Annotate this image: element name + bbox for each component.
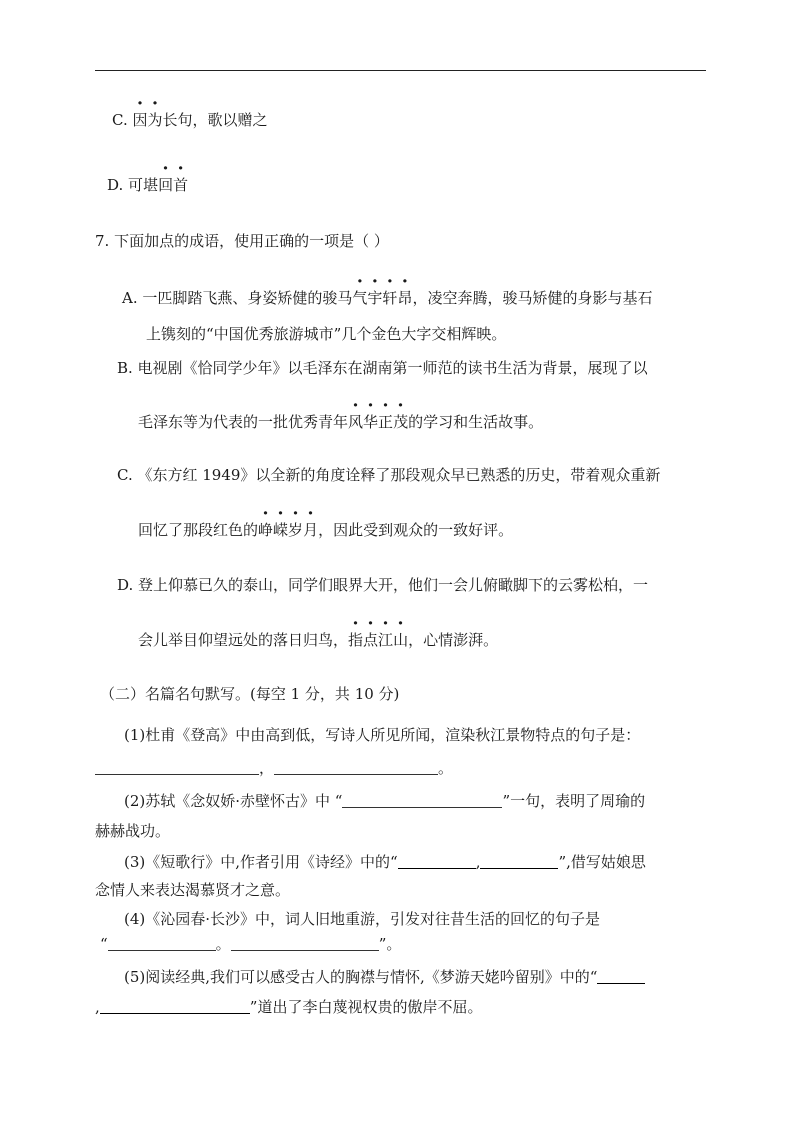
q7-stem: 7. 下面加点的成语，使用正确的一项是（ ） [95, 232, 389, 250]
emphasis-char: 月 [303, 521, 319, 539]
item5-line2: , ”道出了李白蔑视权贵的傲岸不屈。 [95, 998, 483, 1016]
emphasis-char: 峥 [258, 521, 274, 539]
emphasis-char: 气 [352, 289, 368, 307]
item1-line2: ， 。 [95, 758, 453, 778]
emphasis-char: 嵘 [273, 521, 289, 539]
emphasis-char: 首 [173, 176, 189, 194]
emphasis-char: 山 [393, 631, 409, 649]
q6-option-d: D. 可堪回首 [107, 176, 189, 194]
item1-line1: (1)杜甫《登高》中由高到低，写诗人所见所闻，渲染秋江景物特点的句子是： [124, 726, 641, 744]
item4-line1: (4)《沁园春·长沙》中，词人旧地重游，引发对往昔生活的回忆的句子是 [124, 910, 601, 928]
answer-blank[interactable] [480, 854, 558, 869]
q7-option-d-line2: 会儿举目仰望远处的落日归鸟，指点江山，心情澎湃。 [138, 631, 499, 649]
q7-option-b-line1: B. 电视剧《恰同学少年》以毛泽东在湖南第一师范的读书生活为背景，展现了以 [117, 359, 648, 377]
answer-blank[interactable] [100, 999, 250, 1014]
emphasis-char: 正 [378, 413, 394, 431]
answer-blank[interactable] [108, 936, 216, 951]
q7-option-a-line2: 上镌刻的“中国优秀旅游城市”几个金色大字交相辉映。 [146, 325, 507, 343]
item2-line2: 赫赫战功。 [95, 822, 171, 840]
emphasis-char: 茂 [393, 413, 409, 431]
dotted-idiom [348, 631, 408, 649]
item3-line1: (3)《短歌行》中,作者引用《诗经》中的“ , ”,借写姑娘思 [124, 853, 646, 871]
item2-line1: (2)苏轼《念奴娇·赤壁怀古》中 “ ”一句，表明了周瑜的 [124, 792, 646, 810]
emphasis-char: 为 [147, 111, 163, 129]
item5-line1: (5)阅读经典,我们可以感受古人的胸襟与情怀,《梦游天姥吟留别》中的“ [124, 967, 645, 987]
q7-option-b-line2: 毛泽东等为代表的一批优秀青年风华正茂的学习和生活故事。 [138, 413, 544, 431]
emphasis-char: 点 [363, 631, 379, 649]
item3-line2: 念情人来表达渴慕贤才之意。 [95, 881, 291, 899]
emphasis-char: 风 [348, 413, 364, 431]
emphasis-char: 岁 [288, 521, 304, 539]
emphasis-char: 华 [363, 413, 379, 431]
dotted-word [158, 176, 188, 194]
answer-blank[interactable] [231, 936, 379, 951]
emphasis-char: 昂 [397, 289, 413, 307]
emphasis-char: 轩 [382, 289, 398, 307]
emphasis-char: 因 [132, 111, 148, 129]
q7-option-c-line2: 回忆了那段红色的峥嵘岁月，因此受到观众的一致好评。 [138, 521, 514, 539]
emphasis-char: 江 [378, 631, 394, 649]
answer-blank[interactable] [398, 854, 476, 869]
header-rule [95, 70, 706, 71]
dotted-idiom [348, 413, 408, 431]
dotted-word [133, 111, 163, 129]
answer-blank[interactable] [95, 760, 259, 775]
q7-option-c-line1: C. 《东方红 1949》以全新的角度诠释了那段观众早已熟悉的历史，带着观众重新 [117, 466, 661, 484]
emphasis-char: 回 [158, 176, 174, 194]
answer-blank[interactable] [274, 760, 438, 775]
answer-blank[interactable] [597, 969, 645, 984]
q6-option-c: C. 因为长句，歌以赠之 [112, 111, 268, 129]
dotted-idiom [258, 521, 318, 539]
item4-line2: “ 。 ”。 [100, 935, 402, 953]
emphasis-char: 指 [348, 631, 364, 649]
dotted-idiom [352, 289, 412, 307]
answer-blank[interactable] [342, 793, 502, 808]
section2-heading: （二）名篇名句默写。(每空 1 分，共 10 分) [100, 685, 400, 703]
q7-option-a-line1: A. 一匹脚踏飞燕、身姿矫健的骏马气宇轩昂，凌空奔腾，骏马矫健的身影与基石 [122, 289, 653, 307]
q7-option-d-line1: D. 登上仰慕已久的泰山，同学们眼界大开，他们一会儿俯瞰脚下的云雾松柏，一 [117, 576, 649, 594]
emphasis-char: 宇 [367, 289, 383, 307]
